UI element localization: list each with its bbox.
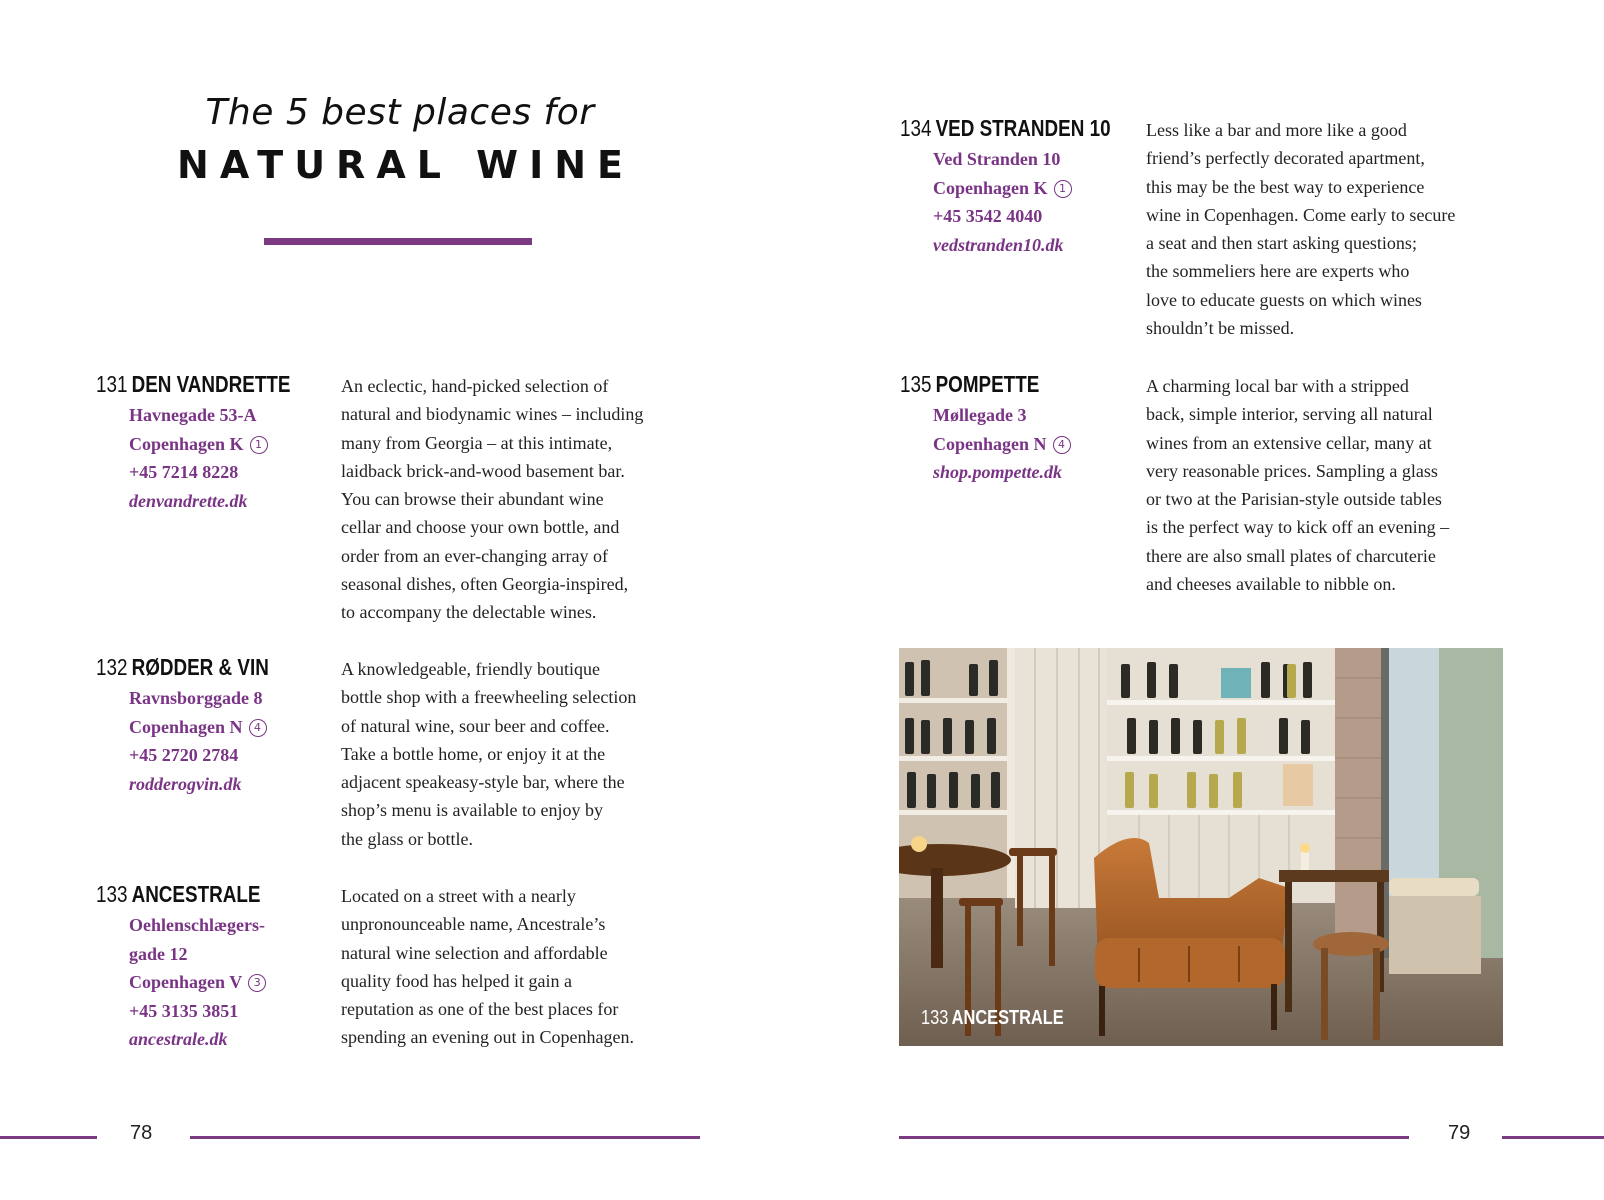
entry-name: DEN VANDRETTE <box>131 371 291 397</box>
entry-website-link[interactable]: ancestrale.dk <box>129 1029 228 1049</box>
entry-address-cont: gade 12 <box>129 943 188 964</box>
entry-description: Less like a bar and more like a good friend’s perfectly decorated apartment, this may be the best way to experience wine in Copenhagen. Come early to secure a seat and then start asking questions; the sommeliers here are experts who love to educate guests on which wines shouldn’t be missed. <box>1146 120 1456 339</box>
entry-address: Møllegade 3 <box>933 405 1027 425</box>
footer-rule-right <box>899 1136 1409 1139</box>
entry-name: RØDDER & VIN <box>131 654 269 680</box>
entry-city: Copenhagen V 3 <box>129 968 297 997</box>
entry-132 <box>96 653 307 798</box>
page-number-right: 79 <box>1448 1122 1471 1144</box>
entry-title <box>96 370 290 398</box>
entry-title <box>900 114 1111 142</box>
entry-title <box>96 653 269 681</box>
entry-address: Oehlenschlægers- <box>129 915 265 935</box>
entry-phone[interactable]: +45 7214 8228 <box>129 462 239 482</box>
entry-number: 131 <box>96 371 128 397</box>
entry-135 <box>900 370 1071 487</box>
footer-rule-left-outer <box>0 1136 97 1139</box>
entry-description: A knowledgeable, friendly boutique bottle shop with a freewheeling selection of natural wine, sour beer and coffee. Take a bottle home, or enjoy it at the adjacent speakeasy-style bar, where the shop’s menu is available to enjoy by the glass or bottle. <box>341 659 637 849</box>
entry-city: Copenhagen K 1 <box>129 430 333 459</box>
entry-website-link[interactable]: denvandrette.dk <box>129 490 248 511</box>
zone-marker: 4 <box>1053 436 1071 454</box>
entry-phone[interactable]: +45 2720 2784 <box>129 745 239 765</box>
heading-line2: NATURAL WINE <box>177 143 634 187</box>
entry-description: A charming local bar with a stripped back, simple interior, serving all natural wines from an extensive cellar, many at very reasonable prices. Sampling a glass or two at the Parisian-style outside tables is the perfect way to kick off an evening – there are also small plates of charcuterie and cheeses available to nibble on. <box>1146 376 1450 595</box>
heading-rule <box>264 238 532 245</box>
entry-title <box>900 370 1040 398</box>
entry-number: 133 <box>96 881 128 907</box>
chapter-heading <box>160 92 640 187</box>
entry-title <box>96 880 260 908</box>
entry-address: Havnegade 53-A <box>129 405 257 425</box>
entry-phone[interactable]: +45 3542 4040 <box>933 206 1043 226</box>
entry-name: VED STRANDEN 10 <box>935 115 1111 141</box>
zone-marker: 4 <box>249 719 267 737</box>
entry-134 <box>900 114 1157 259</box>
zone-marker: 1 <box>250 436 268 454</box>
page-number-left: 78 <box>130 1122 153 1144</box>
entry-address: Ravnsborggade 8 <box>129 688 263 708</box>
entry-city: Copenhagen N 4 <box>933 430 1071 459</box>
heading-line1: The 5 best places for <box>205 92 595 133</box>
footer-rule-left <box>190 1136 700 1139</box>
entry-address: Ved Stranden 10 <box>933 149 1061 169</box>
bar-interior-photo <box>899 648 1503 1046</box>
entry-131 <box>96 370 333 515</box>
entry-name: POMPETTE <box>935 371 1040 397</box>
entry-city: Copenhagen K 1 <box>933 174 1157 203</box>
entry-number: 132 <box>96 654 128 680</box>
zone-marker: 3 <box>248 974 266 992</box>
entry-website-link[interactable]: vedstranden10.dk <box>933 234 1064 255</box>
entry-phone[interactable]: +45 3135 3851 <box>129 1000 239 1021</box>
entry-133 <box>96 880 297 1054</box>
entry-website-link[interactable]: shop.pompette.dk <box>933 462 1062 482</box>
entry-city: Copenhagen N 4 <box>129 713 307 742</box>
footer-rule-right-outer <box>1502 1136 1604 1139</box>
photo-caption <box>921 1007 1064 1030</box>
entry-name: ANCESTRALE <box>131 881 261 907</box>
zone-marker: 1 <box>1054 180 1072 198</box>
caption-number: 133 <box>921 1007 949 1029</box>
entry-website-link[interactable]: rodderogvin.dk <box>129 773 242 794</box>
caption-name: ANCESTRALE <box>951 1007 1064 1029</box>
entry-description: An eclectic, hand-picked selection of natural and biodynamic wines – including many from Georgia – at this intimate, laidback brick-and-wood basement bar. You can browse their abundant wine cellar and choose your own bottle, and order from an ever-changing array of seasonal dishes, often Georgia-inspired, to accompany the delectable wines. <box>341 376 644 623</box>
entry-number: 135 <box>900 371 932 397</box>
entry-number: 134 <box>900 115 932 141</box>
entry-description: Located on a street with a nearly unpronounceable name, Ancestrale’s natural wine selection and affordable quality food has helped it gain a reputation as one of the best places for spending an evening out in Copenhagen. <box>341 886 634 1048</box>
photo-illustration <box>899 648 1503 1046</box>
